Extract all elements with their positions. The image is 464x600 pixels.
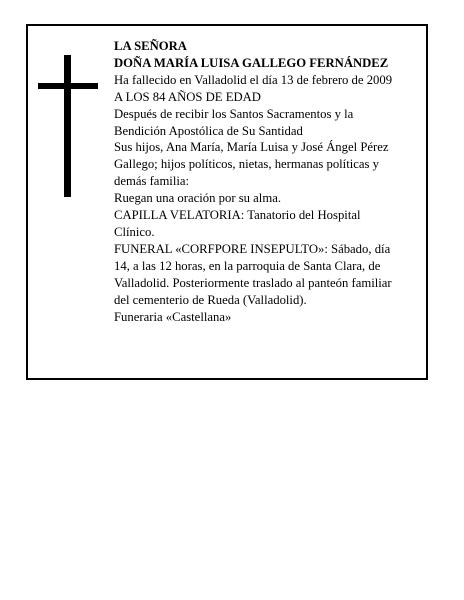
text-line: Bendición Apostólica de Su Santidad (114, 123, 303, 138)
text-line: Clínico. (114, 224, 155, 239)
text-line: Valladolid. Posteriormente traslado al panteón familiar (114, 275, 392, 290)
cross-icon (38, 55, 98, 197)
text-line: CAPILLA VELATORIA: Tanatorio del Hospital (114, 208, 361, 223)
text-line: 14, a las 12 horas, en la parroquia de Santa Clara, de (114, 258, 381, 273)
text-line: Después de recibir los Santos Sacramentos y la (114, 106, 354, 121)
deceased-name: DOÑA MARÍA LUISA GALLEGO FERNÁNDEZ (114, 55, 389, 70)
age-line: A LOS 84 AÑOS DE EDAD (114, 89, 261, 104)
obituary-text (114, 38, 414, 325)
text-line: Ruegan una oración por su alma. (114, 191, 282, 206)
title-line: LA SEÑORA (114, 39, 187, 53)
text-line: Ha fallecido en Valladolid el día 13 de febrero de 2009 (114, 72, 393, 87)
text-line: del cementerio de Rueda (Valladolid). (114, 292, 307, 307)
text-line: Sus hijos, Ana María, María Luisa y José Ángel Pérez (114, 140, 389, 155)
text-line: FUNERAL «CORFPORE INSEPULTO»: Sábado, día (114, 241, 391, 256)
funeral-home-line: Funeraria «Castellana» (114, 309, 232, 324)
text-line: demás familia: (114, 174, 190, 189)
text-line: Gallego; hijos políticos, nietas, hermanas políticas y (114, 157, 379, 172)
